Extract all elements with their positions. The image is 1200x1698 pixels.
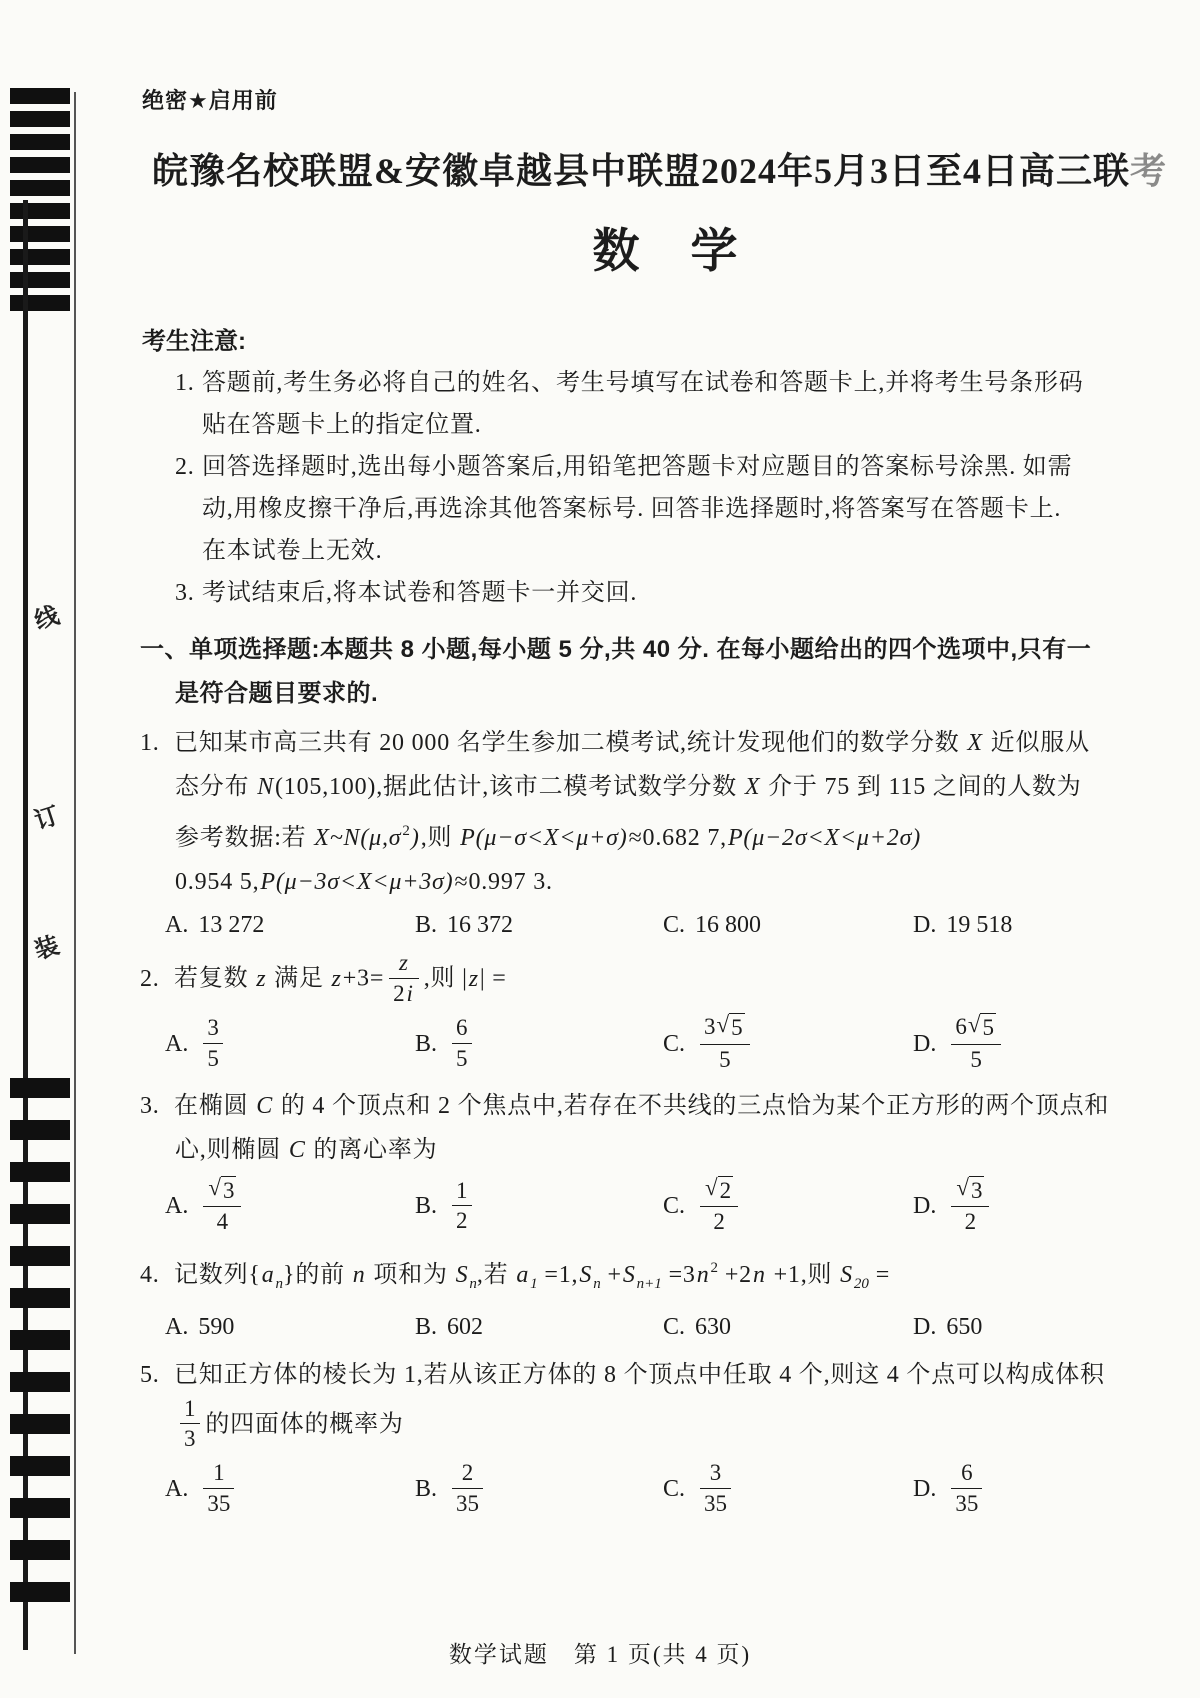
registration-mark [10,226,70,242]
text-segment: 16 372 [447,912,514,938]
text-segment: ,则 [420,825,460,851]
text-segment: 590 [198,1313,235,1340]
math-segment: z [399,950,409,975]
notice-item-2-line-3 [140,530,1192,572]
options-row [140,1174,1192,1238]
notice-item-2-line-1 [140,446,1192,488]
text-segment: 介于 75 到 115 之间的人数为 [761,774,1082,800]
fraction [700,1013,750,1073]
question-line [140,765,1192,809]
text-segment: 1 [456,1177,468,1203]
exam-title [152,143,1192,194]
subscript: 1 [530,1275,538,1292]
math-segment: z [468,965,479,992]
option [663,1306,913,1348]
option-label: C. [663,912,686,938]
math-segment: S [840,1261,853,1288]
option [663,1461,913,1519]
fraction [389,949,419,1007]
text-segment: 35 [456,1490,480,1516]
radicand: 5 [980,1013,996,1043]
binding-line-thin [74,92,76,1654]
question [140,1246,1192,1348]
option-label: A. [165,1313,189,1340]
text-segment: =1, [537,1261,579,1288]
question [140,721,1192,946]
option-label: D. [913,1193,937,1220]
text-segment: 已知正方体的棱长为 1,若从该正方体的 8 个顶点中任取 4 个,则这 4 个点可以构成体积 [174,1361,1105,1388]
math-segment: n [752,1261,766,1288]
math-segment: X~N(μ,σ [314,825,402,851]
option [415,1179,663,1237]
option [415,1461,663,1519]
radical-sign: √ [956,1174,969,1200]
option-label: B. [415,912,438,938]
registration-mark [10,1498,70,1518]
text-segment: 5 [970,1046,982,1072]
numerator [389,949,419,978]
option [415,1306,663,1348]
text-segment: +1,则 [766,1261,840,1288]
registration-mark [10,1204,70,1224]
registration-marks-bottom [10,1078,70,1602]
text-segment: 近似服从 [983,730,1090,756]
text-segment: 602 [447,1313,484,1340]
text-segment: 650 [946,1313,983,1340]
option-label: A. [165,1475,189,1502]
option [913,1306,1192,1348]
registration-mark [10,1414,70,1434]
registration-mark [10,249,70,265]
option-label: A. [165,912,189,938]
numerator [452,1014,472,1043]
option [165,1461,415,1519]
options-row [140,904,1192,946]
text-segment: 的 4 个顶点和 2 个焦点中,若存在不共线的三点恰为某个正方形的两个顶点和 [274,1092,1110,1119]
registration-mark [10,203,70,219]
notice-item-number: 2. [175,454,195,480]
question-number: 1. [140,730,160,756]
options-row [140,1461,1192,1519]
fraction [203,1459,234,1517]
text-segment: (105,100),据此估计,该市二模考试数学分数 [275,774,744,800]
radical-sign: √ [716,1012,730,1038]
subscript: 20 [853,1275,869,1292]
registration-mark [10,1330,70,1350]
denominator [951,1206,989,1236]
radical-sign: √ [208,1174,221,1200]
text-segment: 6 [961,1460,973,1486]
option [913,1012,1192,1075]
question-list [140,721,1192,1519]
text-segment: 心,则椭圆 [175,1136,288,1163]
subscript: n [275,1275,284,1292]
registration-mark [10,1246,70,1266]
math-segment: S [622,1261,636,1288]
registration-mark [10,1078,70,1098]
option [913,1174,1192,1238]
fraction [203,1176,241,1236]
exam-title-text: 皖豫名校联盟&安徽卓越县中联盟2024年5月3日至4日高三联 [152,151,1130,191]
radical [208,1176,236,1206]
section-heading-line2: 是符合题目要求的. [175,680,379,707]
notice-item-number: 3. [175,580,195,606]
numerator [203,1176,241,1207]
notice-heading: 考生注意: [142,328,246,355]
text-segment: | = [479,965,507,992]
page-content [140,84,1192,1527]
text-segment: ≈0.997 3. [454,869,553,895]
denominator [203,1043,223,1073]
fraction [203,1014,223,1072]
radical-sign: √ [967,1012,981,1038]
fraction [951,1176,989,1236]
question-number: 4. [140,1261,160,1288]
section-heading [140,628,1192,716]
denominator [452,1488,483,1518]
text-segment: 3 [184,1426,197,1452]
option-label: C. [663,1193,686,1220]
question-first-line [140,1353,1192,1397]
math-segment: a [261,1261,275,1288]
registration-mark [10,272,70,288]
option [415,904,663,946]
math-segment: P(μ−3σ<X<μ+3σ) [260,869,454,895]
option [165,1174,415,1238]
option-label: C. [663,1030,686,1057]
text-segment: 0.954 5, [175,869,260,895]
text-segment: 630 [695,1313,732,1340]
radicand: 5 [729,1013,745,1043]
text-segment: 已知某市高三共有 20 000 名学生参加二模考试,统计发现他们的数学分数 [174,730,967,756]
question-number: 2. [140,965,160,992]
notice-item-number: 1. [175,370,195,396]
numerator [203,1459,234,1488]
numerator [452,1177,472,1206]
question-line [140,860,1192,904]
options-row [140,1306,1192,1348]
fraction [452,1459,483,1517]
text-segment: 16 800 [695,912,762,938]
question-line [140,1397,1192,1455]
text-segment: 4 [216,1209,229,1235]
fraction [700,1459,731,1517]
text-segment: 参考数据:若 [175,825,314,851]
notice-text: 答题前,考生务必将自己的姓名、考生号填写在试卷和答题卡上,并将考生号条形码 [202,370,1084,396]
text-segment: 2 [393,980,406,1006]
text-segment: 的离心率为 [306,1136,438,1163]
question-first-line [140,1084,1192,1128]
denominator [452,1043,472,1073]
math-segment: n [352,1261,366,1288]
text-segment: +2 [718,1261,752,1288]
registration-mark [10,88,70,104]
radical [968,1013,996,1043]
text-segment: 的四面体的概率为 [205,1411,404,1438]
notice-text: 贴在答题卡上的指定位置. [202,412,482,438]
binding-char-line: 线 [31,602,63,635]
classification-label: 绝密★启用前 [142,88,278,113]
text-segment: 项和为 [366,1261,455,1288]
option-label: B. [415,1313,438,1340]
registration-mark [10,1288,70,1308]
notice-text: 在本试卷上无效. [202,538,383,564]
option [663,1012,913,1075]
registration-mark [10,1162,70,1182]
text-segment: =3 [661,1261,696,1288]
fraction [951,1459,982,1517]
exam-title-last-char: 考 [1130,151,1168,191]
math-segment: z [331,965,342,992]
text-segment: }的前 [283,1261,352,1288]
text-segment: 在椭圆 [174,1092,256,1119]
page-footer [0,1636,1200,1669]
option-label: A. [165,1193,189,1220]
denominator [203,1488,234,1518]
option [165,1306,415,1348]
denominator [203,1206,241,1236]
options-row [140,1012,1192,1075]
section-heading-line1: 一、单项选择题:本题共 8 小题,每小题 5 分,共 40 分. 在每小题给出的四个选项中,只有一 [140,636,1092,663]
option-label: D. [913,1030,937,1057]
binding-char-staple: 订 [31,802,63,835]
superscript: 2 [710,1259,719,1276]
option [415,1016,663,1074]
denominator [452,1205,472,1235]
text-segment: 6 [955,1014,967,1040]
text-segment: 19 518 [946,912,1013,938]
numerator [700,1459,731,1488]
text-segment: ≈0.682 7, [628,825,727,851]
registration-marks-top [10,88,70,311]
subscript: n [593,1275,601,1292]
text-segment: 3 [704,1014,716,1040]
text-segment: 1 [184,1395,197,1421]
notice-text: 考试结束后,将本试卷和答题卡一并交回. [202,580,638,606]
numerator [203,1014,223,1043]
option-label: B. [415,1193,438,1220]
denominator [951,1044,1001,1074]
radicand: 3 [221,1176,237,1206]
notice-item-1-line-2 [140,404,1192,446]
numerator [951,1176,989,1207]
fraction [452,1014,472,1072]
fraction [452,1177,472,1235]
text-segment: 5 [207,1045,219,1071]
fraction [951,1013,1001,1073]
radicand: 3 [969,1176,985,1206]
radicand: 2 [718,1176,734,1206]
superscript: 2 [402,823,410,839]
question [140,1084,1192,1238]
registration-mark [10,1582,70,1602]
option-label: C. [663,1313,686,1340]
text-segment: 2 [461,1460,474,1486]
math-segment: X [744,774,761,800]
text-segment: + [600,1261,622,1288]
registration-mark [10,1372,70,1392]
question-number: 3. [140,1092,160,1119]
numerator [951,1013,1001,1044]
radical-sign: √ [705,1174,718,1200]
math-segment: X [967,730,983,756]
option-label: B. [415,1475,438,1502]
radical [717,1013,745,1043]
registration-mark [10,111,70,127]
text-segment: ,则 | [423,965,468,992]
option [663,904,913,946]
question-line [140,1128,1192,1172]
radical [705,1176,733,1206]
math-segment: P(μ−σ<X<μ+σ) [460,825,628,851]
notice-text: 回答选择题时,选出每小题答案后,用铅笔把答题卡对应题目的答案标号涂黑. 如需 [202,454,1073,480]
text-segment: 35 [955,1490,979,1516]
binding-char-bind: 装 [31,932,63,965]
denominator [180,1423,200,1453]
text-segment: 35 [207,1490,231,1516]
registration-mark [10,1120,70,1140]
option-label: D. [913,1475,937,1502]
notice-item-1-line-1 [140,362,1192,404]
fraction [700,1176,738,1236]
text-segment: 记数列{ [174,1261,261,1288]
math-segment: C [288,1136,306,1163]
text-segment: 6 [456,1015,468,1041]
question [140,1353,1192,1519]
registration-mark [10,1540,70,1560]
math-segment: n [696,1261,710,1288]
text-segment: 5 [456,1045,468,1071]
fraction [180,1395,200,1453]
math-segment: a [516,1261,530,1288]
subscript: n+1 [636,1275,662,1292]
binding-strip [0,0,120,1698]
question-number: 5. [140,1361,160,1388]
numerator [452,1459,483,1488]
math-segment: C [256,1092,274,1119]
registration-mark [10,1456,70,1476]
text-segment: 1 [213,1460,225,1486]
option [663,1174,913,1238]
option-label: C. [663,1475,686,1502]
denominator [389,978,419,1008]
text-segment: 13 272 [198,912,265,938]
option [165,1016,415,1074]
text-segment: 态分布 [175,774,257,800]
math-segment: N [257,774,275,800]
option [913,904,1192,946]
numerator [700,1013,750,1044]
registration-mark [10,180,70,196]
text-segment: 2 [964,1209,977,1235]
math-segment: z [256,965,267,992]
question-first-line [140,951,1192,1009]
question-first-line [140,1246,1192,1306]
numerator [951,1459,982,1488]
text-segment: 2 [713,1209,725,1235]
text-segment: 35 [704,1490,728,1516]
notice-text: 动,用橡皮擦干净后,再选涂其他答案标号. 回答非选择题时,将答案写在答题卡上. [202,496,1062,522]
option-label: B. [415,1030,438,1057]
registration-mark [10,295,70,311]
text-segment: 2 [456,1208,468,1234]
math-segment: i [406,980,414,1006]
registration-mark [10,134,70,150]
text-segment: 5 [719,1046,731,1072]
numerator [700,1176,738,1207]
numerator [180,1395,200,1424]
question [140,951,1192,1076]
text-segment: 若复数 [174,965,256,992]
denominator [951,1488,982,1518]
option-label: D. [913,1313,937,1340]
question-first-line [140,721,1192,765]
text-segment: 3 [709,1460,722,1486]
denominator [700,1488,731,1518]
option-label: A. [165,1030,189,1057]
text-segment: 满足 [267,965,331,992]
option [913,1461,1192,1519]
option-label: D. [913,912,937,938]
math-segment: S [455,1261,469,1288]
math-segment: ) [410,825,420,851]
denominator [700,1206,738,1236]
subject-title: 数 学 [592,226,740,278]
math-segment: S [579,1261,593,1288]
radical [956,1176,984,1206]
option [165,904,415,946]
notice-list [140,362,1192,614]
text-segment: ,若 [476,1261,516,1288]
question-line [140,809,1192,860]
text-segment: 3 [207,1015,219,1041]
notice-item-3-line-1 [140,572,1192,614]
notice-item-2-line-2 [140,488,1192,530]
registration-mark [10,157,70,173]
text-segment: +3= [342,965,385,992]
math-segment: P(μ−2σ<X<μ+2σ) [727,825,922,851]
text-segment: = [868,1261,891,1288]
footer-text: 数学试题 第 1 页(共 4 页) [448,1642,752,1667]
denominator [700,1044,750,1074]
subscript: n [469,1275,477,1292]
